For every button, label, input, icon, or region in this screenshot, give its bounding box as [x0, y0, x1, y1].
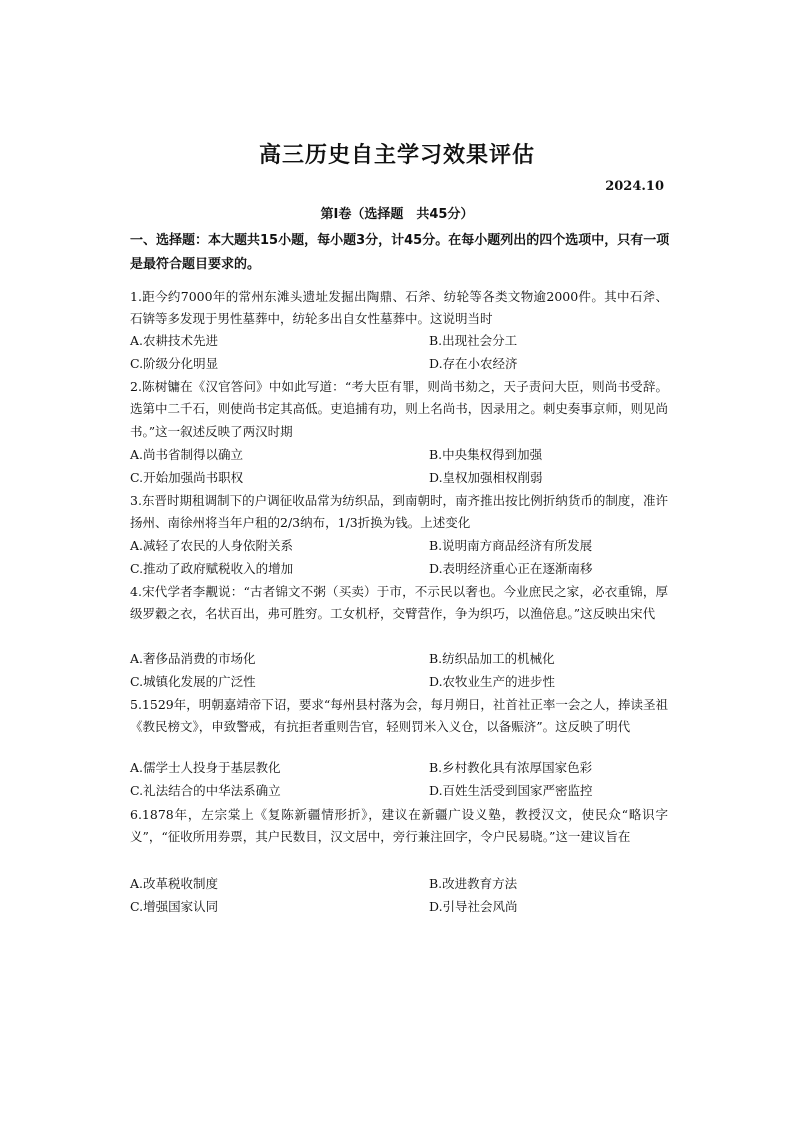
option-a: A.奢侈品消费的市场化	[130, 651, 256, 666]
option-a: A.减轻了农民的人身依附关系	[130, 538, 294, 553]
question-stem: 6.1878年，左宗棠上《复陈新疆情形折》，建议在新疆广设义塾，教授汉文，使民众“略识字义”，“征收所用券票，其户民数目，汉文居中，旁行兼注回字，令户民易晓。”这一建议旨在	[130, 807, 668, 845]
option-d: D.表明经济重心正在逐渐南移	[429, 561, 593, 576]
option-c: C.增强国家认同	[130, 899, 219, 914]
option-d: D.皇权加强相权削弱	[429, 470, 543, 485]
option-a: A.儒学士人投身于基层教化	[130, 760, 281, 775]
option-d: D.存在小农经济	[429, 356, 518, 371]
part-heading: 第Ⅰ卷（选择题 共45分）	[320, 207, 474, 222]
option-b: B.改进教育方法	[429, 876, 518, 891]
question-stem: 2.陈树镛在《汉官答问》中如此写道：“考大臣有罪，则尚书劾之，天子责问大臣，则尚书受辞。选第中二千石，则使尚书定其高低。吏追捕有功，则上名尚书，因录用之。刺史奏事京师，则见尚书。”这一叙述反映了两汉时期	[130, 379, 668, 439]
option-d: D.引导社会风尚	[429, 899, 518, 914]
option-d: D.百姓生活受到国家严密监控	[429, 783, 593, 798]
option-a: A.农耕技术先进	[130, 333, 219, 348]
option-a: A.改革税收制度	[130, 876, 219, 891]
option-c: C.推动了政府赋税收入的增加	[130, 561, 294, 576]
option-b: B.乡村教化具有浓厚国家色彩	[429, 760, 593, 775]
option-b: B.纺织品加工的机械化	[429, 651, 555, 666]
exam-date: 2024.10	[605, 179, 664, 194]
option-a: A.尚书省制得以确立	[130, 447, 244, 462]
question-stem: 3.东晋时期租调制下的户调征收品常为纺织品，到南朝时，南齐推出按比例折纳货币的制度，准许扬州、南徐州将当年户租的2/3纳布，1/3折换为钱。上述变化	[130, 493, 668, 531]
option-b: B.说明南方商品经济有所发展	[429, 538, 593, 553]
question-stem: 5.1529年，明朝嘉靖帝下诏，要求“每州县村落为会，每月朔日，社首社正率一会之人，捧读圣祖《教民榜文》，申致警戒，有抗拒者重则告官，轻则罚米入义仓，以备赈济”。这反映了明代	[130, 697, 668, 735]
option-c: C.阶级分化明显	[130, 356, 219, 371]
question-stem: 1.距今约7000年的常州东滩头遗址发掘出陶鼎、石斧、纺轮等各类文物逾2000件。其中石斧、石锛等多发现于男性墓葬中，纺轮多出自女性墓葬中。这说明当时	[130, 289, 668, 327]
section-heading: 一、选择题：本大题共15小题，每小题3分，计45分。在每小题列出的四个选项中，只有一项是最符合题目要求的。	[130, 233, 670, 272]
question-stem: 4.宋代学者李觏说：“古者锦文不粥（买卖）于市，不示民以奢也。今业庶民之家，必衣重锦，厚级罗縠之衣，名状百出，弗可胜穷。工女机杼，交臂营作，争为织巧，以渔倍息。”这反映出宋代	[130, 584, 668, 622]
page-title: 高三历史自主学习效果评估	[258, 143, 535, 168]
option-d: D.农牧业生产的进步性	[429, 674, 556, 689]
option-b: B.中央集权得到加强	[429, 447, 543, 462]
option-b: B.出现社会分工	[429, 333, 518, 348]
option-c: C.开始加强尚书职权	[130, 470, 244, 485]
option-c: C.城镇化发展的广泛性	[130, 674, 256, 689]
option-c: C.礼法结合的中华法系确立	[130, 783, 281, 798]
